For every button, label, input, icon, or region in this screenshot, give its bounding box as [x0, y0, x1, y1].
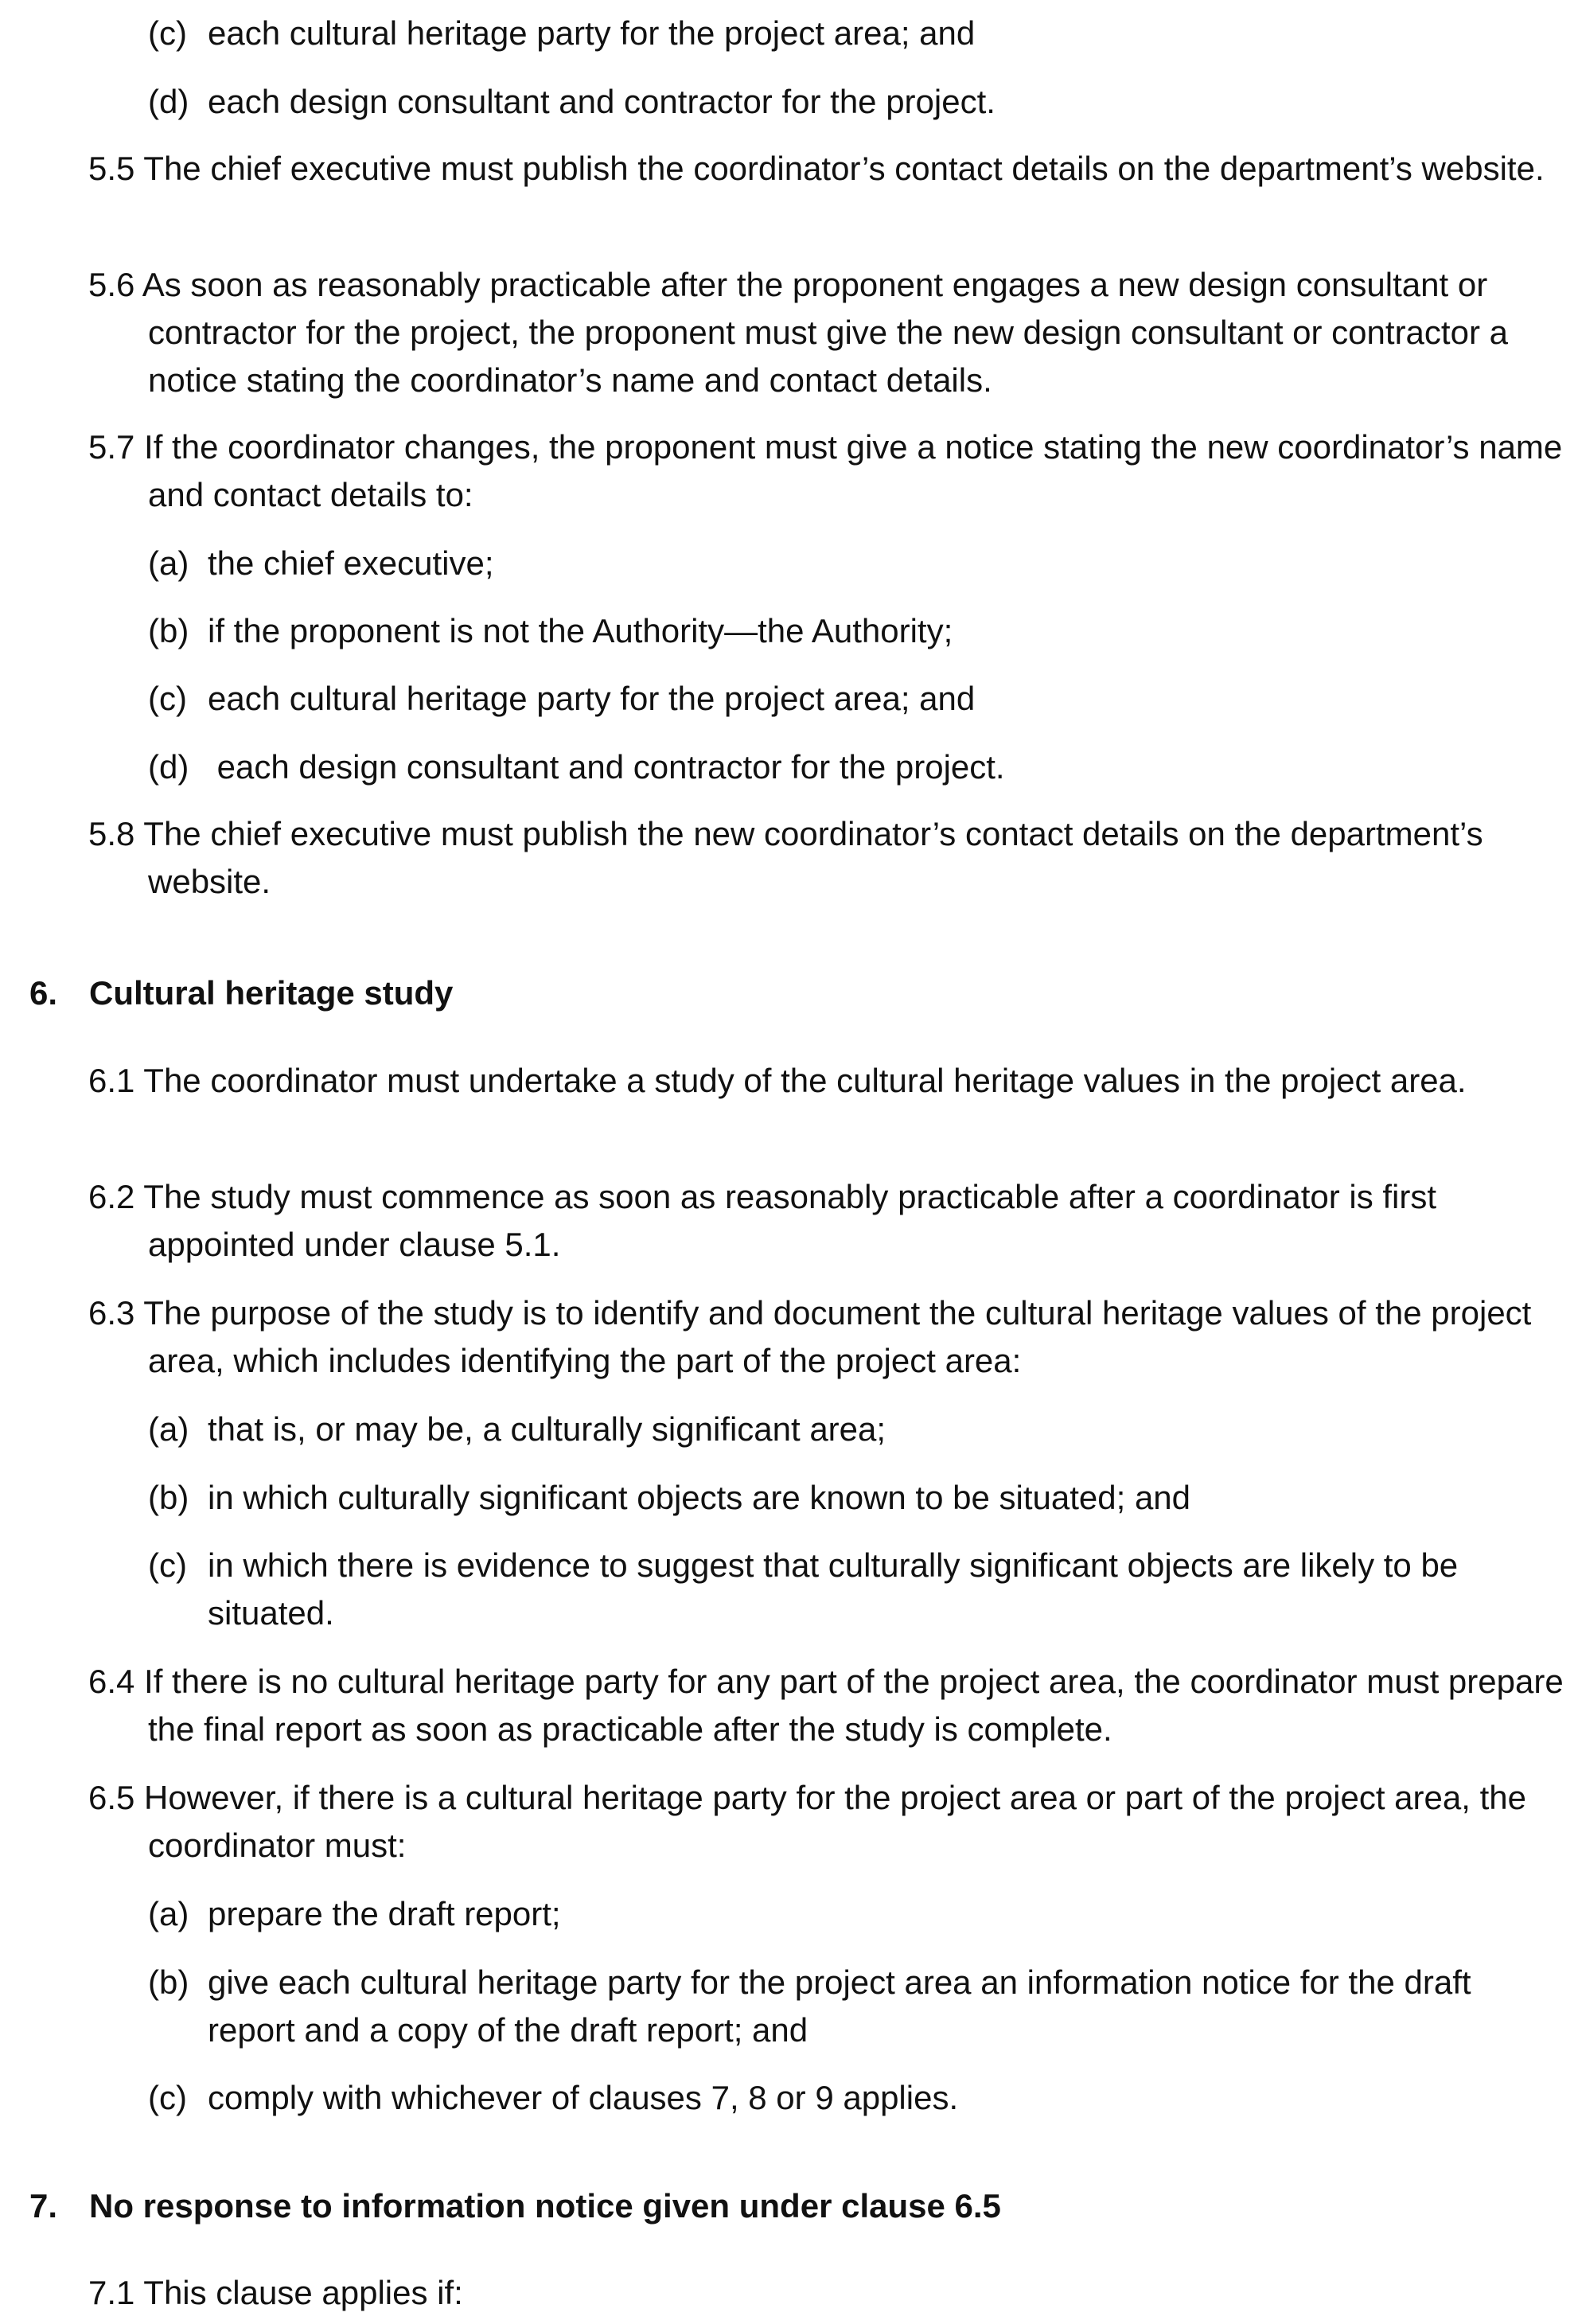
- subitem-text: prepare the draft report;: [208, 1895, 561, 1932]
- subitem-text: the chief executive;: [208, 544, 494, 582]
- subitem-text: each cultural heritage party for the project area; and: [208, 680, 976, 717]
- subitem-label: (b): [148, 1479, 189, 1516]
- subitem-text: comply with whichever of clauses 7, 8 or 9 applies.: [208, 2079, 959, 2116]
- subitem-6-5-b: [148, 1959, 1517, 2054]
- clause-5-6: 5.6 As soon as reasonably practicable after the proponent engages a new design consultant or contractor for the project, the proponent must give the new design consultant or contractor a notice stating the coordinator’s name and contact details.: [88, 266, 1508, 399]
- subitem-6-3-a: [148, 1406, 1517, 1453]
- clause-6-4: 6.4 If there is no cultural heritage party for any part of the project area, the coordinator must prepare the final report as soon as practicable after the study is complete.: [88, 1663, 1564, 1748]
- clause-5-8: 5.8 The chief executive must publish the new coordinator’s contact details on the department’s website.: [88, 815, 1483, 900]
- subitem-6-5-a: [148, 1890, 1517, 1938]
- subitem-label: (a): [148, 544, 189, 582]
- subitem-text: in which there is evidence to suggest that culturally significant objects are likely to be situated.: [208, 1546, 1459, 1632]
- subitem-text: in which culturally significant objects are known to be situated; and: [208, 1479, 1191, 1516]
- subitem-label: (b): [148, 612, 189, 649]
- subitem-6-5-c: [148, 2074, 1517, 2122]
- clause-5-7: 5.7 If the coordinator changes, the proponent must give a notice stating the new coordinator’s name and contact details to:: [88, 428, 1563, 513]
- subitem-label: (b): [148, 1963, 189, 2001]
- subitem-label: (d): [148, 748, 189, 786]
- heading-number: 7.: [29, 2187, 58, 2225]
- subitem-text: each design consultant and contractor for the project.: [208, 83, 996, 120]
- clause-6-2: 6.2 The study must commence as soon as reasonably practicable after a coordinator is first appointed under clause 5.1.: [88, 1178, 1437, 1263]
- heading-section-7: [29, 2182, 1001, 2230]
- subitem-5-4-d: [148, 78, 1517, 126]
- clause-7-1: 7.1 This clause applies if:: [88, 2274, 463, 2311]
- subitem-text: if the proponent is not the Authority—the Authority;: [208, 612, 953, 649]
- subitem-6-3-b: [148, 1474, 1517, 1522]
- clause-6-5: 6.5 However, if there is a cultural heritage party for the project area or part of the project area, the coordinator must:: [88, 1779, 1526, 1864]
- heading-title: No response to information notice given under clause 6.5: [89, 2187, 1001, 2225]
- heading-number: 6.: [29, 974, 58, 1012]
- heading-section-6: [29, 969, 453, 1017]
- subitem-5-7-a: [148, 540, 1517, 587]
- subitem-label: (c): [148, 1546, 187, 1584]
- heading-title: Cultural heritage study: [89, 974, 454, 1012]
- subitem-5-7-c: [148, 675, 1517, 723]
- subitem-text: give each cultural heritage party for the project area an information notice for the draft report and a copy of the draft report; and: [208, 1963, 1471, 2049]
- clause-6-1: 6.1 The coordinator must undertake a study of the cultural heritage values in the project area.: [88, 1062, 1467, 1099]
- subitem-label: (a): [148, 1895, 189, 1932]
- subitem-label: (c): [148, 2079, 187, 2116]
- subitem-label: (d): [148, 83, 189, 120]
- clause-5-5: 5.5 The chief executive must publish the coordinator’s contact details on the department’s website.: [88, 150, 1545, 187]
- subitem-5-7-d: [148, 743, 1517, 791]
- subitem-label: (a): [148, 1410, 189, 1448]
- subitem-label: (c): [148, 680, 187, 717]
- subitem-5-4-c: [148, 10, 1517, 57]
- subitem-text: each design consultant and contractor for the project.: [208, 748, 1005, 786]
- subitem-5-7-b: [148, 607, 1517, 655]
- subitem-label: (c): [148, 14, 187, 52]
- clause-6-3: 6.3 The purpose of the study is to identify and document the cultural heritage values of the project area, which includes identifying the part of the project area:: [88, 1294, 1532, 1379]
- subitem-text: each cultural heritage party for the project area; and: [208, 14, 976, 52]
- subitem-6-3-c: [148, 1542, 1517, 1637]
- subitem-text: that is, or may be, a culturally significant area;: [208, 1410, 886, 1448]
